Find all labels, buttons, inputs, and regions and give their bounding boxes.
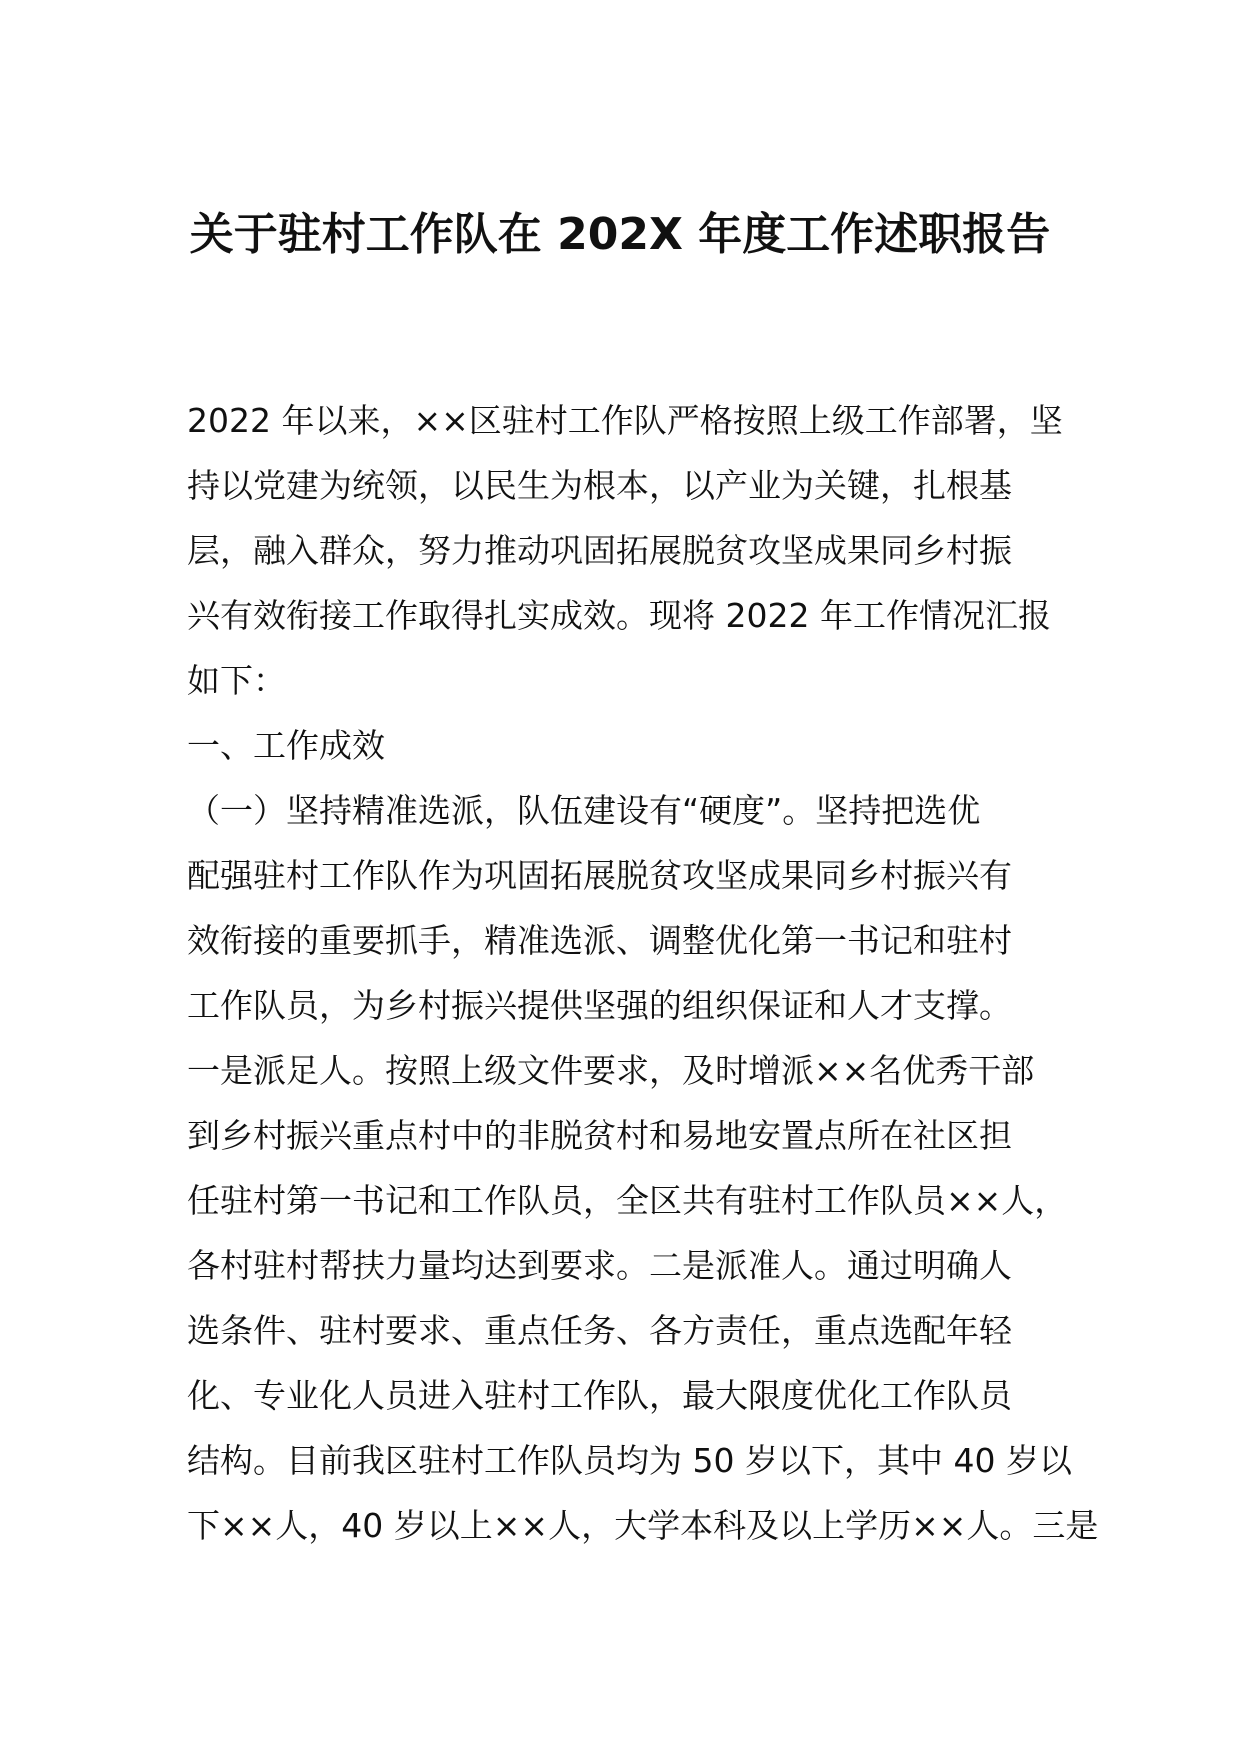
body-line: 配强驻村工作队作为巩固拓展脱贫攻坚成果同乡村振兴有 <box>187 856 1012 895</box>
body-line: 到乡村振兴重点村中的非脱贫村和易地安置点所在社区担 <box>187 1116 1012 1155</box>
body-line: 2022 年以来，××区驻村工作队严格按照上级工作部署，坚 <box>187 401 1063 440</box>
body-line: 如下： <box>187 661 286 700</box>
document-title: 关于驻村工作队在 202X 年度工作述职报告 <box>189 209 1051 260</box>
body-line: （一）坚持精准选派，队伍建设有“硬度”。坚持把选优 <box>187 791 981 830</box>
body-line: 结构。目前我区驻村工作队员均为 50 岁以下，其中 40 岁以 <box>187 1441 1072 1480</box>
body-line: 任驻村第一书记和工作队员，全区共有驻村工作队员××人， <box>187 1181 1068 1220</box>
body-line: 工作队员，为乡村振兴提供坚强的组织保证和人才支撑。 <box>187 986 1012 1025</box>
body-line: 效衔接的重要抓手，精准选派、调整优化第一书记和驻村 <box>187 921 1012 960</box>
body-line: 选条件、驻村要求、重点任务、各方责任，重点选配年轻 <box>187 1311 1012 1350</box>
body-line: 持以党建为统领，以民生为根本，以产业为关键，扎根基 <box>187 466 1012 505</box>
body-line: 各村驻村帮扶力量均达到要求。二是派准人。通过明确人 <box>187 1246 1012 1285</box>
body-line: 兴有效衔接工作取得扎实成效。现将 2022 年工作情况汇报 <box>187 596 1051 635</box>
body-line: 一是派足人。按照上级文件要求，及时增派××名优秀干部 <box>187 1051 1035 1090</box>
body-line: 层，融入群众，努力推动巩固拓展脱贫攻坚成果同乡村振 <box>187 531 1012 570</box>
body-line: 化、专业化人员进入驻村工作队，最大限度优化工作队员 <box>187 1376 1012 1415</box>
document-body <box>187 388 1099 1558</box>
section-heading: 一、工作成效 <box>187 726 385 765</box>
body-line: 下××人，40 岁以上××人，大学本科及以上学历××人。三是 <box>187 1506 1099 1545</box>
